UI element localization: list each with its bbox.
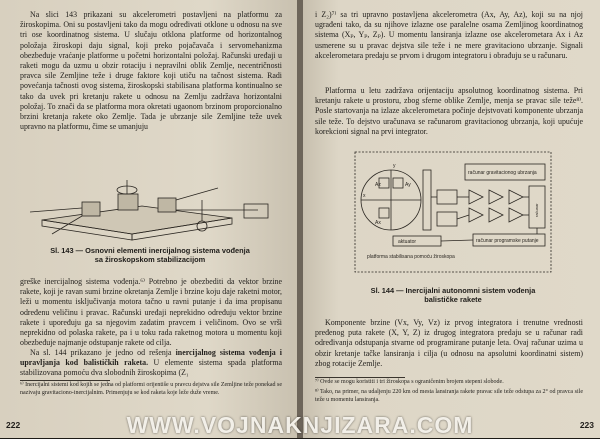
right-paragraph-3: Komponente brzine (Vx, Vy, Vz) iz prvog integratora i trenutne vrednosti pređenog puta rakete (X, Y, Z) iz drugog integratora predaju se u računar radi određivanja odstupanja stvarne od programirane putanje leta. Ovaj računar uzima u obzir kretanje tačke lansiranja i cilja (u odnosu na apsolutni koordinatni sistem) zbog rotacije Zemlje. — [315, 318, 583, 368]
left-paragraph-1: Na slici 143 prikazani su akcelerometri postavljeni na platformu za žiroskopima. Oni su postavljeni tako da mogu određivati otklone u odnosu na sve tri ose koordinatnog sistema. U slučaju otklona platforme od horizontalnog položaja žiroskopi daju signal, koji preko pojačavača i servomehanizma obezbeđuje vraćanje platforme u početni horizontalni položaj. Računski uređaji u raketi mogu da uzmu u obzir rotaciju i nepravilni oblik Zemlje, necentričnosti pravca sile Zemljine teže i druge faktore koji utiču na tačnost sistema. Radi povećanja tačnosti ovog sistema, žiroskopski stabilisana platforma kontinualno se tako da uvek pri kretanju rakete u odnosu na Zemlju zadržava horizontalni položaj. To znači da se platforma mora okretati ugaonom brzinom proporcionalno brzini kretanja rakete oko Zemlje. Tada je ubrzanje sile Zemljine teže uvek upravno na platformu, čime se umanjuju — [20, 10, 282, 132]
label-ay: Ay — [405, 182, 411, 188]
figure-144-inertial-system-diagram — [353, 150, 553, 274]
figure-143-caption — [30, 246, 270, 264]
watermark: WWW.VOJNAKNJIZARA.COM — [126, 412, 474, 438]
right-footnote-2: ⁸⁾ Tako, na primer, na udaljenju 220 km od mesta lansiranja rakete pravac sile teže odstupa za 2° od pravca sile teže u momentu lansiranja. — [315, 389, 583, 403]
right-page — [303, 0, 600, 438]
label-y: y — [393, 163, 396, 169]
footnote-rule — [315, 377, 405, 378]
label-computer: računar — [534, 203, 539, 217]
left-paragraph-3 — [20, 348, 282, 379]
footnote-rule — [20, 380, 110, 381]
left-page — [0, 0, 297, 438]
caption-line-2: balističke rakete — [424, 295, 482, 305]
right-footnote-1: ⁷⁾ Ovde se mogu koristiti i tri žiroskopa s ograničenim brojem stepeni slobode. — [315, 379, 504, 385]
page-number-left: 222 — [6, 420, 21, 430]
label-ax: Ax — [375, 220, 381, 226]
figure-143-gyro-platform — [22, 180, 280, 242]
caption-line-1: Sl. 143 — Osnovni elementi inercijalnog sistema vođenja — [50, 246, 250, 255]
paragraph-3-start: Na sl. 144 prikazano je jedno od rešenja — [30, 348, 176, 357]
right-paragraph-2: Platforma u letu zadržava orijentaciju apsolutnog koordinatnog sistema. Pri kretanju rakete u prostoru, zbog sferne oblike Zemlje, menja se pravac sile teže⁸⁾. Posle startovanja na izlaze akcelerometara počinje dejstvovati komponente ubrzanja sile teže. To dejstvo uračunava se računarom gravitacionog ubrzanja, koji upućuje korekcioni signal na prvi integrator. — [315, 86, 583, 136]
label-actuator: aktuator — [398, 239, 417, 245]
left-paragraph-2: greške inercijalnog sistema vođenja.⁶⁾ Potrebno je obezbediti da vektor brzine rakete, koji je ravan sumi brzine okretanja Zemlje i brzine koju daje raketni motor, leži u momentu isključivanja motora tačno u ravni putanje i da ima propisanu određenu veličinu i pravac. Računski uređaji neprekidno određuju vektor brzine rakete i upoređuju ga sa njegovim zadatim pravcem i veličinom. Ovo se vrši neprekidno od polaska rakete, pa i u toku rada raketnog motora u momentu koji obezbeđuje najmanje odstupanje rakete od cilja. — [20, 277, 282, 348]
label-x: x — [363, 193, 366, 199]
label-platform: platforma stabilisana pomoću žiroskopa — [367, 254, 455, 260]
caption-line-1: Sl. 144 — Inercijalni autonomni sistem vođenja — [370, 286, 536, 295]
label-gravity-computer: računar gravitacionog ubrzanja — [468, 170, 537, 176]
right-paragraph-1: i Z₂)⁷⁾ sa tri upravno postavljena akcelerometra (Ax, Ay, Az), koji su na njoj ugrađeni tako, da su njihove izlazne ose paralelne osama Zemljinog koordinatnog sistema (Xₚ, Yₚ, Zₚ). U momentu lansiranja izlazne ose akcelerometara Ax i Az usmerene su u pravac dejstva sile teže i ne mere gravitaciono ubrzanje. Signali akcelerometara predaju se prvom i drugom integratoru i obrađuju se u računaru. — [315, 10, 583, 60]
left-footnote: ⁶⁾ Inercijalni sistemi kod kojih se jedna od platformi orijentiše u pravcu dejstva sile Zemljine teže ponekad se nazivaju gravitaciono-inercijalnim. Primenjuju se kod raketa koje leže duže vreme. — [20, 382, 282, 396]
caption-line-2: sa žiroskopskom stabilizacijom — [94, 255, 206, 265]
paragraph-3-bold: inercijalnog sistema vođenja i upravljanja kod balističkih raketa. — [20, 348, 282, 368]
page-number-right: 223 — [579, 420, 594, 430]
figure-144-caption — [333, 286, 573, 304]
label-program-computer: računar programske putanje — [476, 238, 539, 244]
paragraph-3-end: U elemente sistema spada platforma stabilizovana pomoću dva slobodnih žiroskopima (Z₁ — [20, 358, 282, 378]
label-az: Az — [375, 182, 381, 188]
